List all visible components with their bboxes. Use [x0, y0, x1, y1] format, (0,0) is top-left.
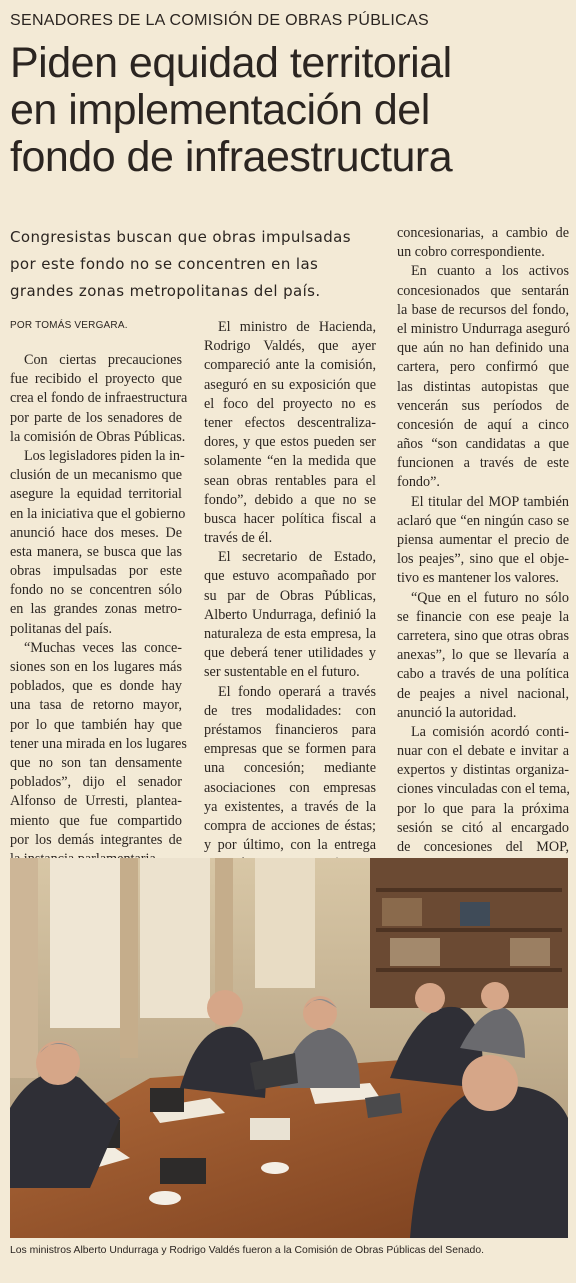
body-text-line: El secretario de Estado,	[218, 549, 376, 566]
section-kicker: SENADORES DE LA COMISIÓN DE OBRAS PÚBLICAS	[10, 12, 429, 29]
body-text-line: obras impulsadas por este	[10, 563, 182, 580]
body-text-line: los peajes”, sino que el obje-	[397, 551, 569, 568]
body-text-line: cartera, pero confirmó que	[397, 359, 569, 376]
body-text-line: de concesiones del MOP,	[397, 839, 569, 855]
body-text-line: “Muchas veces las conce-	[24, 639, 182, 656]
body-text-line: el ministro Undurraga aseguró	[397, 320, 570, 337]
body-text-line: por los demás integrantes de	[10, 831, 182, 848]
headline-line: fondo de infraestructura	[10, 133, 453, 181]
body-text-line: aclaró que “en ningún caso se	[397, 512, 569, 529]
dek-line: grandes zonas metropolitanas del país.	[10, 282, 321, 300]
photo-caption: Los ministros Alberto Undurraga y Rodrigo Valdés fueron a la Comisión de Obras Públicas del Senado.	[10, 1245, 484, 1256]
body-text-line: tener efectos descentraliza-	[204, 414, 376, 431]
body-text-line: concesionados que sentarán	[397, 282, 569, 299]
body-text-line: siones son en los lugares más	[10, 659, 182, 675]
body-text-line: funcionen a través de este	[397, 455, 569, 472]
body-text-line: tivo es mantener los valores.	[397, 570, 559, 587]
body-text-line: la comisión de Obras Públicas.	[10, 428, 186, 445]
body-text-line: que deberá tener utilidades y	[204, 645, 376, 662]
body-text-line: empresas que se formen para	[204, 741, 376, 758]
body-text-line: fue recibido el proyecto que	[10, 371, 182, 388]
dek-line: por este fondo no se concentren en las	[10, 255, 319, 273]
body-text-line: carretera, sino que otras obras	[397, 627, 569, 644]
body-text-line: asegure la equidad territorial	[10, 486, 182, 503]
body-text-line: expertos y distintas organiza-	[397, 762, 569, 779]
headline	[10, 40, 570, 181]
body-text-line: su par de Obras Públicas,	[204, 587, 376, 604]
body-text-line: poblados, que es donde hay	[10, 678, 182, 695]
body-text-line: ya existentes, a través de la	[204, 798, 376, 815]
body-text-line: fondo no se concentren sólo	[10, 582, 182, 599]
body-text-line: el foco del proyecto no es	[204, 395, 376, 412]
body-text-line: El fondo operará a través	[218, 683, 376, 700]
body-text-line: por parte de los senadores de	[10, 409, 182, 426]
body-text-line: Alfonso de Urresti, plantea-	[10, 793, 182, 810]
body-column-3	[397, 224, 569, 876]
body-text-line: préstamos financieros para	[204, 721, 376, 738]
body-text-line: nuar con el debate e invitar a	[397, 743, 569, 760]
body-text-line: tener una mirada en los lugares	[10, 735, 187, 752]
body-text-line: una tasa de retorno mayor,	[10, 697, 182, 714]
body-text-line: la base de recursos del fondo,	[397, 301, 569, 318]
body-text-line: y por último, con la entrega	[204, 837, 376, 854]
byline: POR TOMÁS VERGARA.	[10, 320, 128, 331]
body-text-line: poblados”, dijo el senador	[10, 774, 182, 791]
body-text-line: En cuanto a los activos	[411, 263, 569, 280]
body-text-line: de peajes a nivel nacional,	[397, 685, 569, 702]
body-text-line: en la iniciativa que el gobierno	[10, 505, 186, 522]
body-text-line: politanas del país.	[10, 620, 113, 637]
body-text-line: compareció ante la comisión,	[204, 357, 376, 374]
body-text-line: años “son candidatas a que	[397, 436, 569, 453]
body-text-line: anunció hace dos meses. De	[10, 524, 182, 541]
body-text-line: vencerán sus períodos de	[397, 397, 569, 414]
body-text-line: concesionarias, a cambio de	[397, 225, 569, 241]
body-text-line: sesión se citó al encargado	[397, 819, 569, 836]
body-text-line: crea el fondo de infraestructura	[10, 390, 188, 407]
body-text-line: El ministro de Hacienda,	[218, 319, 376, 335]
body-text-line: compra de acciones de éstas;	[204, 817, 376, 834]
body-text-line: asociaciones con empresas	[204, 779, 376, 796]
body-text-line: busca hacer política fiscal a	[204, 510, 376, 527]
body-text-line: dores, y que estos pueden ser	[204, 434, 376, 451]
body-text-line: las distintas autopistas que	[397, 378, 569, 395]
body-text-line: La comisión acordó conti-	[411, 723, 569, 740]
body-text-line: través de él.	[204, 530, 273, 547]
body-text-line: naturaleza de esta empresa, la	[204, 626, 376, 642]
body-text-line: anexas”, lo que se llevaría a	[397, 647, 569, 664]
body-column-1	[10, 351, 188, 869]
body-text-line: Los legisladores piden la in-	[24, 447, 185, 464]
body-text-line: Con ciertas precauciones	[24, 352, 182, 368]
body-text-line: anunció la autoridad.	[397, 704, 517, 721]
dek-line: Congresistas buscan que obras impulsadas	[10, 228, 351, 246]
body-text-line: fondo”.	[397, 474, 440, 491]
body-text-line: que no son tan densamente	[10, 754, 182, 771]
body-text-line: piensa aumentar el precio de	[397, 532, 569, 548]
body-text-line: “Que en el futuro no sólo	[411, 589, 569, 606]
meeting-photo	[10, 858, 568, 1238]
body-column-2	[204, 318, 376, 874]
body-text-line: Alberto Undurraga, definió la	[204, 606, 376, 623]
body-text-line: sean obras rentables para el	[204, 472, 376, 489]
body-text-line: ser sustentable en el futuro.	[204, 664, 360, 681]
body-text-line: una concesión; mediante	[204, 760, 376, 777]
body-text-line: esta manera, se busca que las	[10, 543, 182, 560]
body-text-line: en las grandes zonas metro-	[10, 601, 182, 618]
body-text-line: cabo a través de una política	[397, 666, 569, 683]
body-text-line: que aún no han definido una	[397, 340, 569, 357]
headline-line: en implementación del	[10, 86, 430, 134]
body-text-line: por lo que para la próxima	[397, 800, 569, 817]
body-text-line: ciones vinculadas con el tema,	[397, 781, 570, 798]
body-text-line: un cobro correspondiente.	[397, 244, 545, 261]
body-text-line: se financie con ese peaje la	[397, 608, 569, 625]
body-text-line: clusión de un mecanismo que	[10, 467, 182, 484]
headline-line: Piden equidad territorial	[10, 39, 452, 87]
body-text-line: que estuvo acompañado por	[204, 568, 376, 585]
body-text-line: aseguró en su exposición que	[204, 376, 376, 393]
body-text-line: El titular del MOP también	[411, 493, 569, 510]
body-text-line: de tres modalidades: con	[204, 702, 376, 719]
body-text-line: miento que fue compartido	[10, 812, 182, 829]
body-text-line: por lo que también hay que	[10, 716, 182, 733]
body-text-line: solamente “en la medida que	[204, 453, 376, 470]
body-text-line: fondo”, debido a que no se	[204, 491, 376, 508]
body-text-line: concesión de aquí a cinco	[397, 416, 569, 433]
body-text-line: Rodrigo Valdés, que ayer	[204, 338, 376, 355]
dek-subtitle	[10, 224, 382, 305]
